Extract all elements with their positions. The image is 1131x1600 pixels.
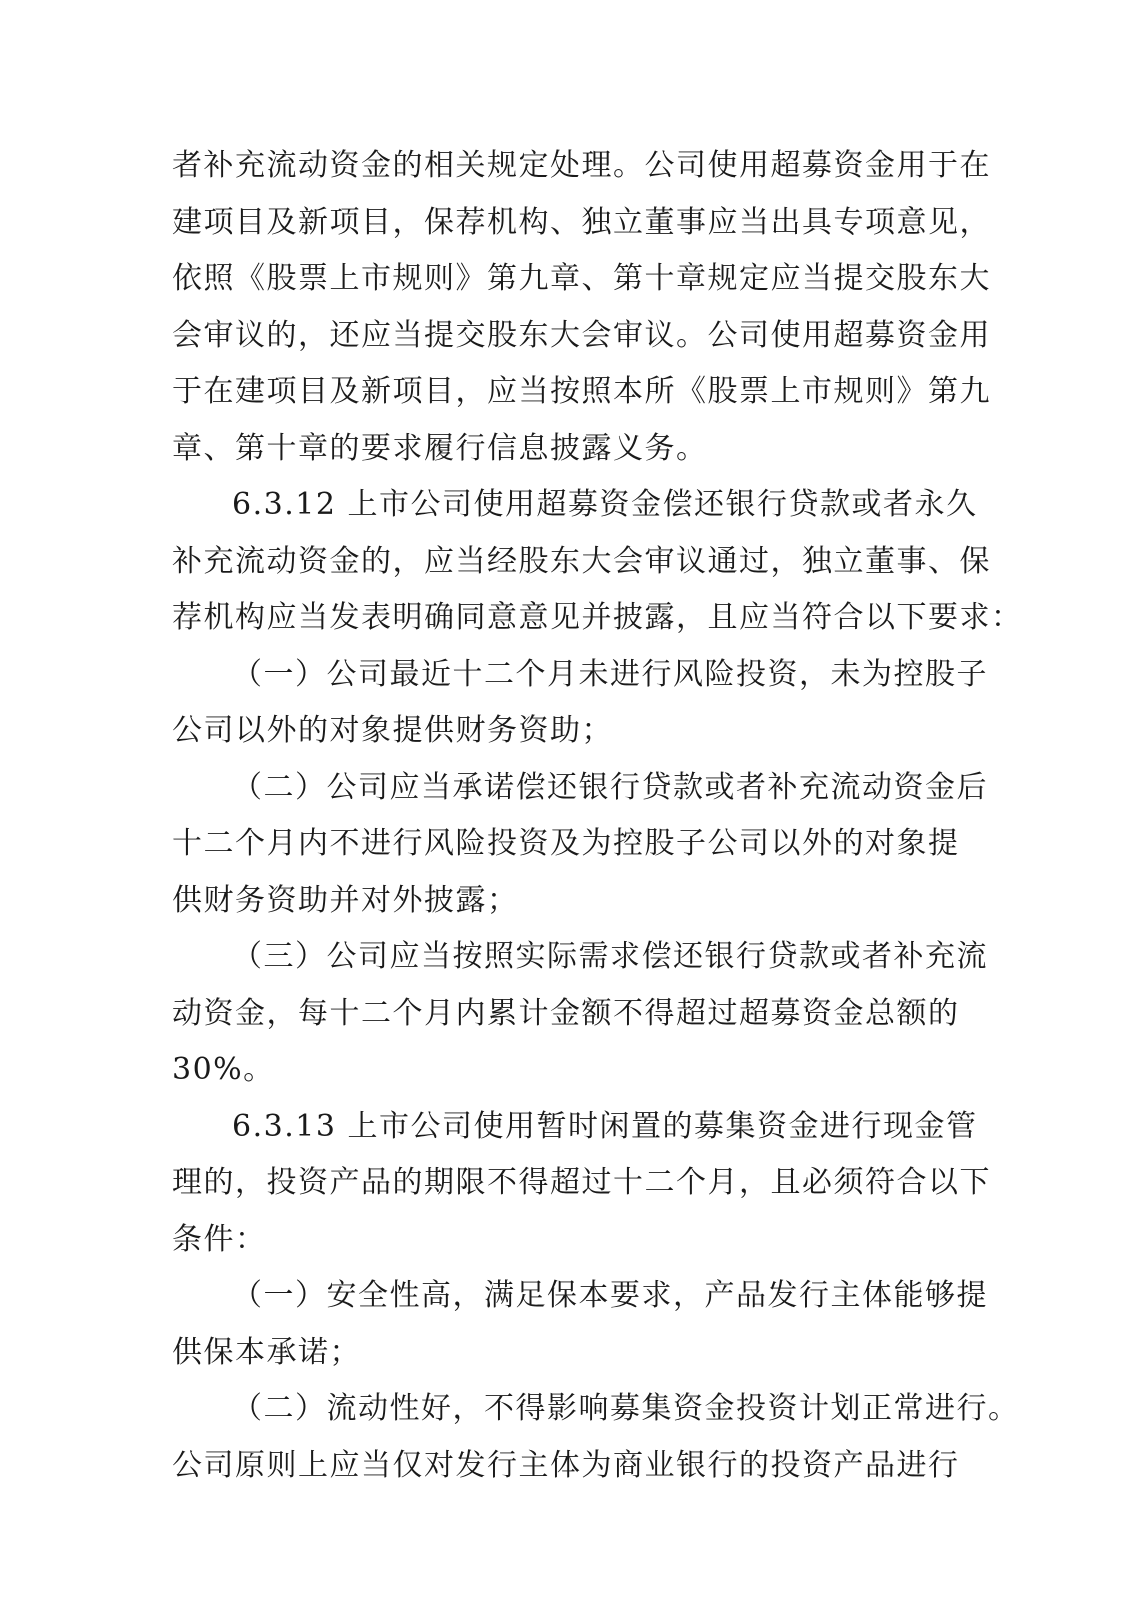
text-line: 补充流动资金的，应当经股东大会审议通过，独立董事、保 — [172, 543, 991, 579]
paragraph-continuation — [172, 138, 991, 477]
article-6-3-12 — [172, 477, 1023, 647]
item-1 — [172, 1268, 988, 1381]
text-line: 依照《股票上市规则》第九章、第十章规定应当提交股东大 — [172, 261, 991, 296]
text-line: 30%。 — [172, 1052, 275, 1087]
text-line: 供保本承诺； — [172, 1334, 361, 1370]
text-line: 荐机构应当发表明确同意意见并披露，且应当符合以下要求： — [172, 600, 1023, 635]
text-line: 公司以外的对象提供财务资助； — [172, 713, 613, 748]
item-2 — [172, 760, 988, 930]
text-line: （二）公司应当承诺偿还银行贷款或者补充流动资金后 — [232, 769, 988, 805]
text-line: 动资金，每十二个月内累计金额不得超过超募资金总额的 — [172, 995, 960, 1031]
text-line: 于在建项目及新项目，应当按照本所《股票上市规则》第九 — [172, 374, 991, 409]
text-line: 会审议的，还应当提交股东大会审议。公司使用超募资金用 — [172, 317, 991, 353]
article-6-3-13 — [172, 1099, 991, 1269]
item-3 — [172, 929, 988, 1099]
text-line: （二）流动性好，不得影响募集资金投资计划正常进行。 — [232, 1391, 1020, 1426]
text-line: 章、第十章的要求履行信息披露义务。 — [172, 430, 708, 466]
text-line: 6.3.12 上市公司使用超募资金偿还银行贷款或者永久 — [232, 487, 978, 522]
text-line: （一）公司最近十二个月未进行风险投资，未为控股子 — [232, 656, 988, 692]
document-body — [172, 138, 1023, 1494]
text-line: 公司原则上应当仅对发行主体为商业银行的投资产品进行 — [172, 1447, 960, 1483]
text-line: 供财务资助并对外披露； — [172, 882, 519, 918]
text-line: 条件： — [172, 1221, 267, 1257]
item-2 — [172, 1381, 1020, 1494]
text-line: 理的，投资产品的期限不得超过十二个月，且必须符合以下 — [172, 1165, 991, 1200]
text-line: 者补充流动资金的相关规定处理。公司使用超募资金用于在 — [172, 148, 991, 183]
text-line: 6.3.13 上市公司使用暂时闲置的募集资金进行现金管 — [232, 1108, 978, 1144]
text-line: 十二个月内不进行风险投资及为控股子公司以外的对象提 — [172, 826, 960, 861]
text-line: 建项目及新项目，保荐机构、独立董事应当出具专项意见， — [172, 204, 991, 240]
text-line: （三）公司应当按照实际需求偿还银行贷款或者补充流 — [232, 939, 988, 974]
text-line: （一）安全性高，满足保本要求，产品发行主体能够提 — [232, 1278, 988, 1313]
item-1 — [172, 647, 988, 760]
